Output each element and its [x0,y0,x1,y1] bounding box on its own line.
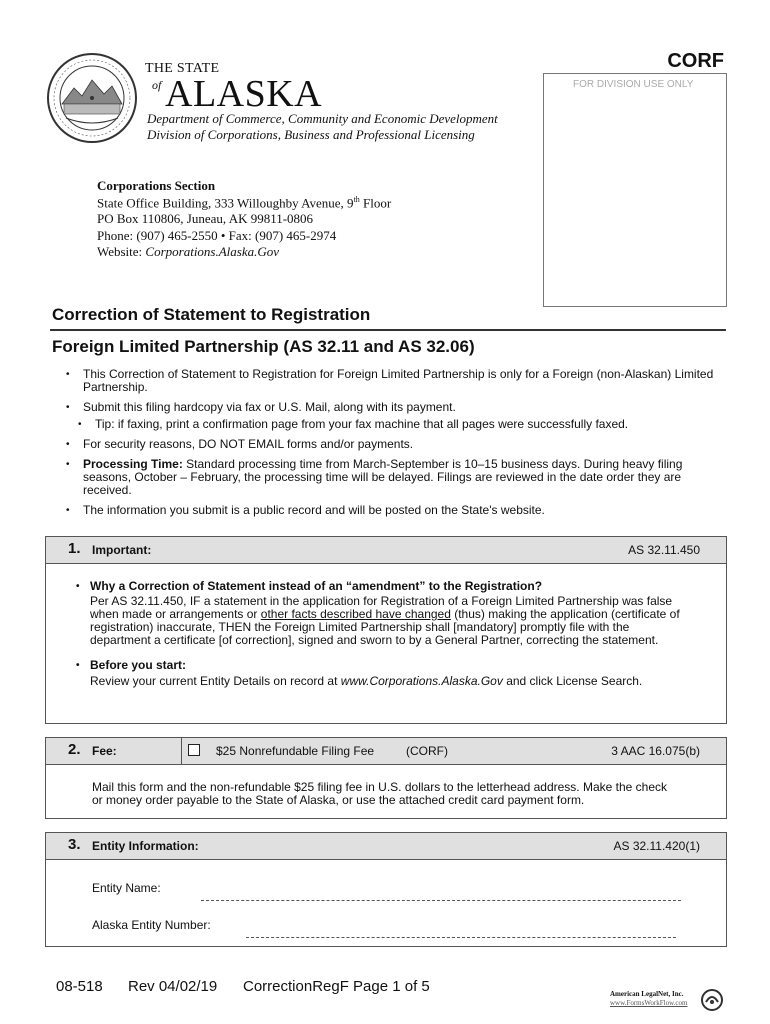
entity-number-field[interactable] [246,937,676,938]
section-entity-info [45,832,727,947]
entity-name-label: Entity Name: [92,881,161,895]
section-label: Important: [92,543,152,557]
address-website: Website: Corporations.Alaska.Gov [97,244,280,259]
address-section: Corporations Section [97,178,216,193]
division-use-box [543,73,727,307]
section-label: Fee: [92,744,117,758]
list-item: • This Correction of Statement to Registration for Foreign Limited Partnership is only for a Foreign (non-Alaskan) Limited Partnership. [66,367,714,394]
page-number: CorrectionRegF Page 1 of 5 [243,978,430,995]
list-item: • Processing Time: Standard processing time from March-September is 10–15 business days. During heavy filing seasons, October – February, the processing time will be delayed. Filings are reviewed in the date order they are received. [66,457,683,497]
list-item: • Tip: if faxing, print a confirmation page from your fax machine that all pages were successfully faxed. [78,417,629,431]
section-number: 3. [68,836,81,853]
section-header [46,537,726,564]
address-po-box: PO Box 110806, Juneau, AK 99811-0806 [97,211,314,226]
list-item: • Submit this filing hardcopy via fax or U.S. Mail, along with its payment. [66,400,456,414]
letterhead-of: of [152,78,162,92]
section-body [46,860,726,946]
section-header [46,833,726,860]
fee-code: (CORF) [406,744,448,758]
section-number: 1. [68,540,81,557]
section-number: 2. [68,741,81,758]
address-building: State Office Building, 333 Willoughby Avenue, 9th Floor [97,195,392,211]
fee-text: $25 Nonrefundable Filing Fee [216,744,375,758]
letterhead-the-state: THE STATE [145,61,220,76]
form-title: Correction of Statement to Registration [52,305,371,324]
division-name: Division of Corporations, Business and Professional Licensing [147,127,475,142]
website-link[interactable]: Corporations.Alaska.Gov [145,244,280,259]
division-use-label: FOR DIVISION USE ONLY [573,79,694,90]
address-phone: Phone: (907) 465-2550 • Fax: (907) 465-2974 [97,228,337,243]
watermark: American LegalNet, Inc. www.FormsWorkFlow.com [610,990,688,1007]
fee-checkbox[interactable] [188,744,200,756]
section-body [46,564,726,688]
revision-date: Rev 04/02/19 [128,978,218,995]
question-answer: Per AS 32.11.450, IF a statement in the application for Registration of a Foreign Limited Partnership was false when made or arrangements or other facts described have changed (thus) making the application (certificate of registration) inaccurate, THEN the Foreign Limited Partnership shall [mandatory] promptly file with the department a certificate [of correction], signed and sworn to by a General Partner, correcting the statement. [90,594,680,647]
section-reference: 3 AAC 16.075(b) [611,744,700,758]
letterhead-alaska: ALASKA [165,73,323,115]
section-label: Entity Information: [92,839,199,853]
form-subtitle: Foreign Limited Partnership (AS 32.11 and AS 32.06) [52,337,475,356]
form-code: CORF [667,50,724,72]
corporations-link[interactable]: www.Corporations.Alaska.Gov [340,674,503,688]
fee-instructions: Mail this form and the non-refundable $25 filing fee in U.S. dollars to the letterhead address. Make the check or money order payable to the State of Alaska, or use the attached credit card payment form. [92,780,667,807]
before-start-text: Review your current Entity Details on record at www.Corporations.Alaska.Gov and click License Search. [90,674,643,688]
form-number: 08-518 [56,978,103,995]
section-fee [45,737,727,819]
section-reference: AS 32.11.450 [628,543,700,557]
section-reference: AS 32.11.420(1) [613,839,700,853]
instruction-list [66,368,726,524]
title-divider [50,329,726,331]
state-seal-icon [46,52,138,144]
question-heading: • Why a Correction of Statement instead of an “amendment” to the Registration? [76,579,543,593]
section-header [46,738,726,765]
section-important [45,536,727,724]
list-item: • For security reasons, DO NOT EMAIL forms and/or payments. [66,437,414,451]
watermark-logo-icon [700,988,724,1012]
list-item: • The information you submit is a public record and will be posted on the State's website. [66,503,545,517]
entity-number-label: Alaska Entity Number: [92,918,211,932]
entity-name-field[interactable] [201,900,681,901]
before-start-heading: • Before you start: [76,658,187,672]
department-name: Department of Commerce, Community and Economic Development [147,111,498,126]
